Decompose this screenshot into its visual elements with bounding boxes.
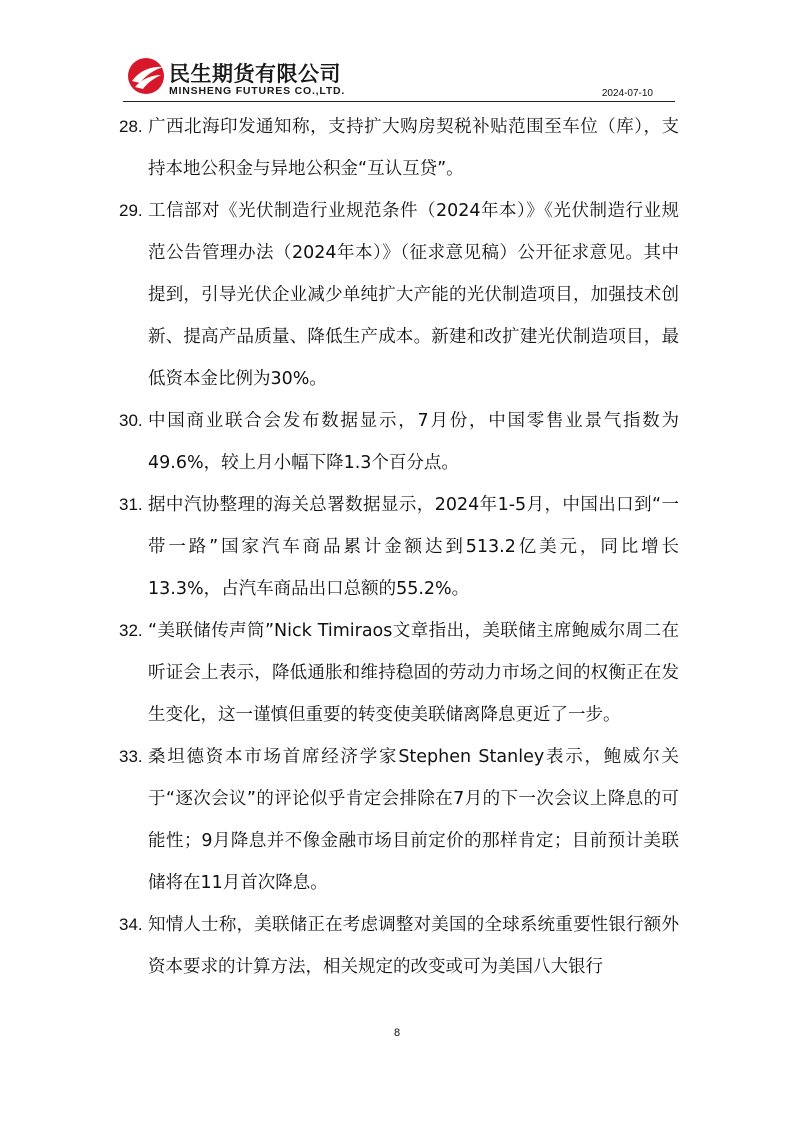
- list-item: [119, 106, 679, 190]
- header-divider: [123, 101, 675, 102]
- item-text: 工信部对《光伏制造行业规范条件（2024年本）》《光伏制造行业规范公告管理办法（2024年本）》（征求意见稿）公开征求意见。其中提到，引导光伏企业减少单纯扩大产能的光伏制造项目，加强技术创新、提高产品质量、降低生产成本。新建和改扩建光伏制造项目，最低资本金比例为30%。: [148, 201, 679, 389]
- item-number: 31.: [119, 495, 143, 514]
- list-item: [119, 484, 679, 610]
- minsheng-logo-icon: [126, 56, 166, 96]
- item-number: 32.: [119, 621, 143, 640]
- page-number: 8: [393, 1027, 401, 1039]
- page-header: [123, 52, 675, 102]
- item-number: 30.: [119, 411, 143, 430]
- report-date: 2024-07-10: [601, 88, 653, 99]
- item-text: 据中汽协整理的海关总署数据显示，2024年1-5月，中国出口到“一带一路”国家汽车商品累计金额达到513.2亿美元，同比增长13.3%，占汽车商品出口总额的55.2%。: [148, 495, 679, 599]
- company-name-cn: 民生期货有限公司: [169, 62, 341, 86]
- item-number: 29.: [119, 201, 143, 220]
- item-number: 28.: [119, 117, 143, 136]
- list-item: [119, 904, 679, 988]
- item-number: 33.: [119, 747, 143, 766]
- list-item: [119, 610, 679, 736]
- company-name-en: MINSHENG FUTURES CO.,LTD.: [169, 85, 346, 97]
- item-number: 34.: [119, 915, 143, 934]
- list-item: [119, 400, 679, 484]
- item-text: 中国商业联合会发布数据显示，7月份，中国零售业景气指数为49.6%，较上月小幅下降1.3个百分点。: [148, 411, 679, 473]
- item-text: “美联储传声筒”Nick Timiraos文章指出，美联储主席鲍威尔周二在听证会上表示，降低通胀和维持稳固的劳动力市场之间的权衡正在发生变化，这一谨慎但重要的转变使美联储离降息更近了一步。: [148, 621, 679, 725]
- item-text: 广西北海印发通知称，支持扩大购房契税补贴范围至车位（库），支持本地公积金与异地公积金“互认互贷”。: [148, 117, 679, 179]
- item-text: 知情人士称，美联储正在考虑调整对美国的全球系统重要性银行额外资本要求的计算方法，相关规定的改变或可为美国八大银行: [148, 915, 679, 977]
- item-text: 桑坦德资本市场首席经济学家Stephen Stanley表示，鲍威尔关于“逐次会议”的评论似乎肯定会排除在7月的下一次会议上降息的可能性；9月降息并不像金融市场目前定价的那样肯定；目前预计美联储将在11月首次降息。: [148, 747, 679, 893]
- news-list: [119, 106, 679, 988]
- list-item: [119, 736, 679, 904]
- list-item: [119, 190, 679, 400]
